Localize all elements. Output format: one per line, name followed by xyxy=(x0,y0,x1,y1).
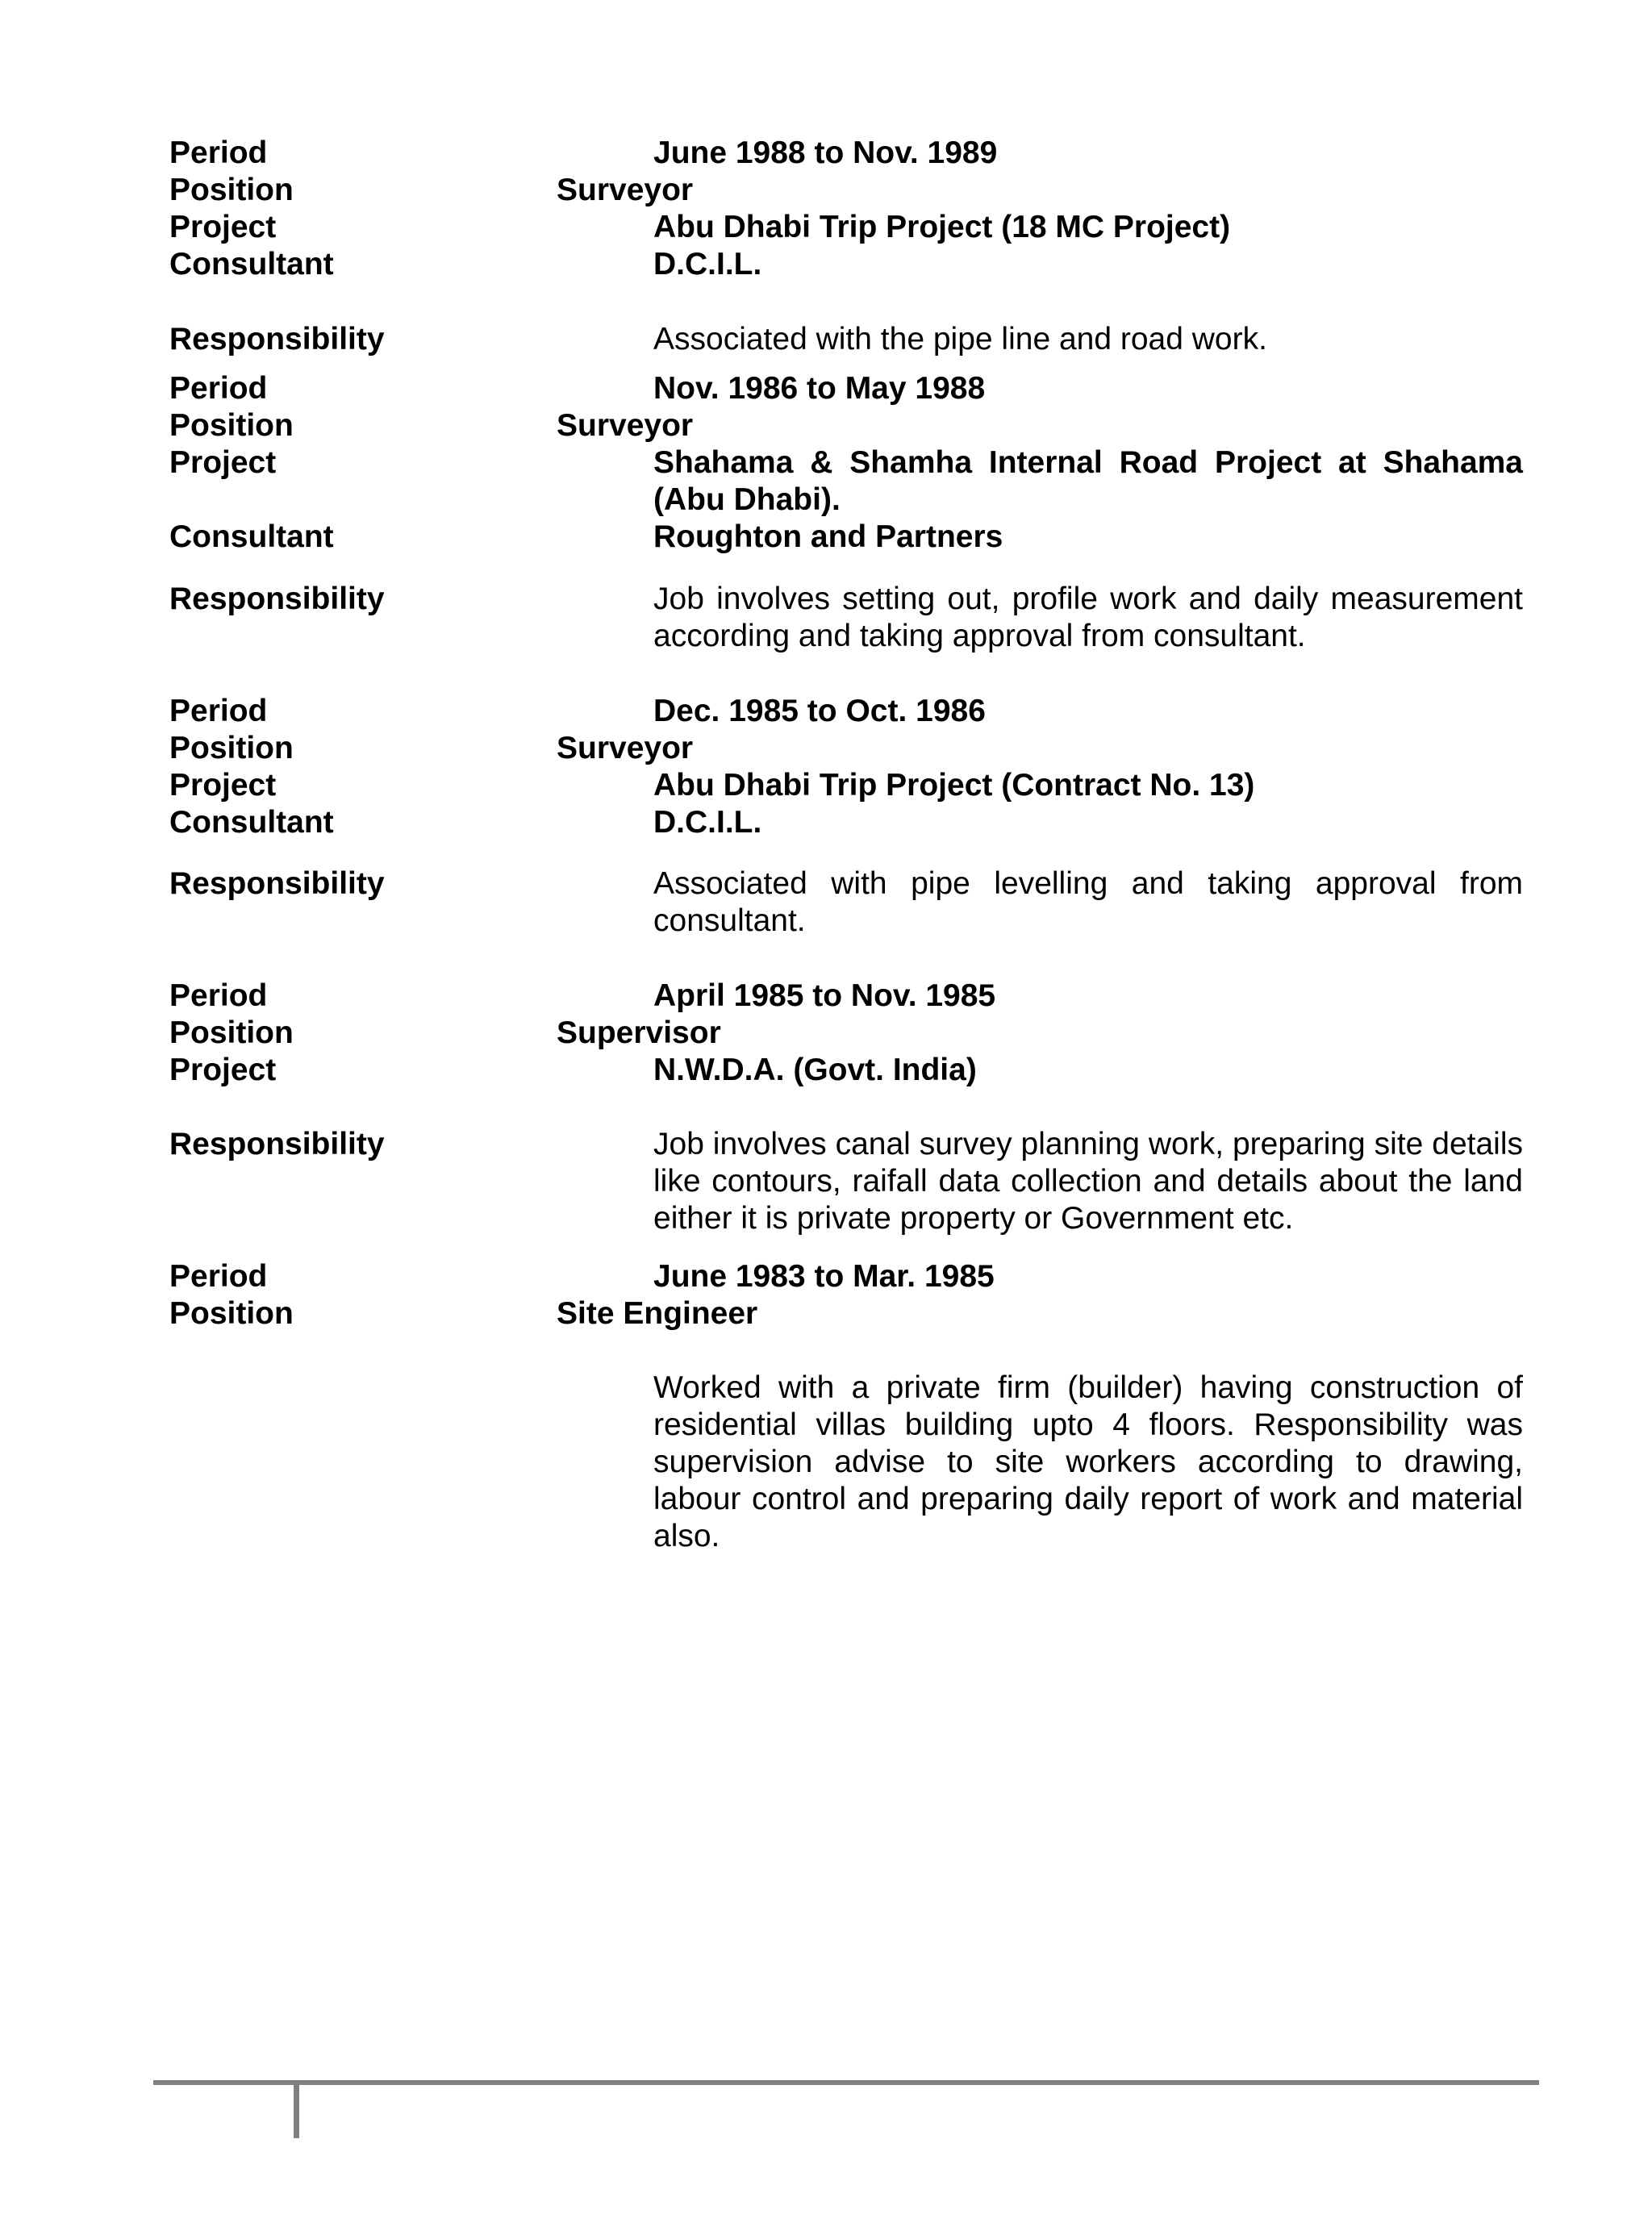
description-text: Worked with a private firm (builder) having construction of residential villas building upto 4 floors. Responsibility was supervision advise to site workers according to drawing, labour control and preparing daily report of work and material also. xyxy=(653,1370,1523,1553)
position-value: Surveyor xyxy=(557,173,694,207)
consultant-label: Consultant xyxy=(169,247,334,281)
project-label: Project xyxy=(169,768,277,803)
responsibility-text: Associated with the pipe line and road work. xyxy=(653,322,1267,357)
position-label: Position xyxy=(169,731,294,765)
project-label: Project xyxy=(169,1053,277,1087)
position-label: Position xyxy=(169,1015,294,1050)
period-value: April 1985 to Nov. 1985 xyxy=(653,978,996,1013)
position-value: Supervisor xyxy=(557,1015,721,1050)
responsibility-text: Job involves canal survey planning work, preparing site details like contours, raifall data collection and details about the land either it is private property or Government etc. xyxy=(653,1127,1523,1236)
consultant-label: Consultant xyxy=(169,805,334,840)
project-label: Project xyxy=(169,445,277,480)
project-value: Abu Dhabi Trip Project (18 MC Project) xyxy=(653,210,1231,244)
responsibility-text: Job involves setting out, profile work and daily measurement according and taking approval from consultant. xyxy=(653,582,1523,653)
responsibility-label: Responsibility xyxy=(169,582,385,616)
consultant-value: D.C.I.L. xyxy=(653,247,762,281)
period-value: June 1983 to Mar. 1985 xyxy=(653,1259,995,1294)
position-value: Surveyor xyxy=(557,731,694,765)
responsibility-label: Responsibility xyxy=(169,322,385,357)
period-label: Period xyxy=(169,1259,268,1294)
responsibility-label: Responsibility xyxy=(169,1127,385,1161)
position-value: Surveyor xyxy=(557,408,694,443)
position-label: Position xyxy=(169,408,294,443)
period-label: Period xyxy=(169,371,268,406)
project-label: Project xyxy=(169,210,277,244)
period-label: Period xyxy=(169,136,268,170)
responsibility-text: Associated with pipe levelling and taking approval from consultant. xyxy=(653,866,1523,938)
position-value: Site Engineer xyxy=(557,1296,758,1331)
project-value: Shahama & Shamha Internal Road Project at Shahama (Abu Dhabi). xyxy=(653,445,1523,517)
position-label: Position xyxy=(169,173,294,207)
footer-tick-mark xyxy=(294,2085,299,2138)
project-value: N.W.D.A. (Govt. India) xyxy=(653,1053,977,1087)
period-label: Period xyxy=(169,694,268,728)
consultant-value: D.C.I.L. xyxy=(653,805,762,840)
consultant-label: Consultant xyxy=(169,519,334,554)
footer-rule xyxy=(153,2080,1539,2085)
period-label: Period xyxy=(169,978,268,1013)
period-value: June 1988 to Nov. 1989 xyxy=(653,136,998,170)
responsibility-label: Responsibility xyxy=(169,866,385,901)
project-value: Abu Dhabi Trip Project (Contract No. 13) xyxy=(653,768,1255,803)
consultant-value: Roughton and Partners xyxy=(653,519,1003,554)
period-value: Nov. 1986 to May 1988 xyxy=(653,371,986,406)
position-label: Position xyxy=(169,1296,294,1331)
period-value: Dec. 1985 to Oct. 1986 xyxy=(653,694,986,728)
